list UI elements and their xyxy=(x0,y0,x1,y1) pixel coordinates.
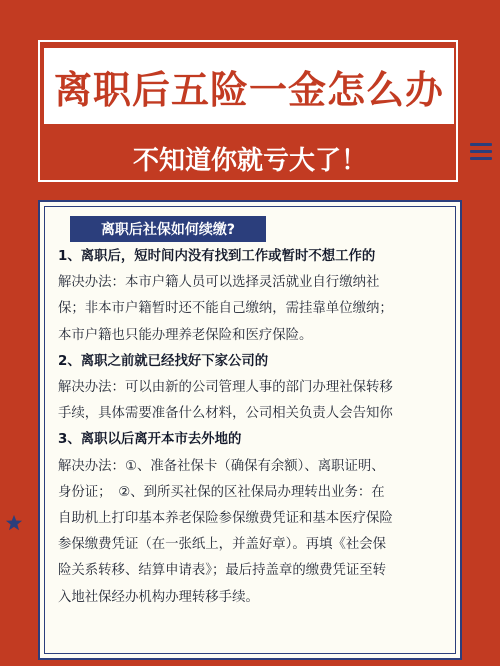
section-heading: 1、离职后，短时间内没有找到工作或暂时不想工作的 xyxy=(58,249,376,264)
paragraph-line: 险关系转移、结算申请表》；最后持盖章的缴费凭证至转 xyxy=(58,563,387,579)
star-icon xyxy=(5,514,23,532)
paragraph-line: 解决办法：可以由新的公司管理人事的部门办理社保转移 xyxy=(58,380,393,396)
content-text xyxy=(58,244,452,611)
paragraph-line: 身份证； ②、到所买社保的区社保局办理转出业务：在 xyxy=(58,484,385,500)
section-heading: 3、离职以后离开本市去外地的 xyxy=(58,432,242,448)
paragraph-line: 解决办法：①、准备社保卡（确保有余额）、离职证明、 xyxy=(58,458,385,474)
question-tag: 离职后社保如何续缴? xyxy=(70,216,266,242)
paragraph-line: 入地社保经办机构办理转移手续。 xyxy=(58,589,259,605)
page-title: 离职后五险一金怎么办 xyxy=(53,67,444,112)
paragraph-line: 手续，具体需要准备什么材料，公司相关负责人会告知你 xyxy=(58,406,393,422)
paragraph-line: 解决办法：本市户籍人员可以选择灵活就业自行缴纳社 xyxy=(58,275,380,291)
paragraph-line: 自助机上打印基本养老保险参保缴费凭证和基本医疗保险 xyxy=(58,511,393,527)
menu-lines-icon xyxy=(470,143,492,164)
paragraph-line: 参保缴费凭证（在一张纸上，并盖好章）。再填《社会保 xyxy=(58,537,387,553)
page-subtitle: 不知道你就亏大了！ xyxy=(132,146,367,176)
paragraph-line: 本市户籍也只能办理养老保险和医疗保险。 xyxy=(58,327,313,343)
section-heading: 2、离职之前就已经找好下家公司的 xyxy=(58,353,269,369)
title-box xyxy=(44,48,454,124)
paragraph-line: 保；非本市户籍暂时还不能自己缴纳，需挂靠单位缴纳； xyxy=(58,301,393,317)
